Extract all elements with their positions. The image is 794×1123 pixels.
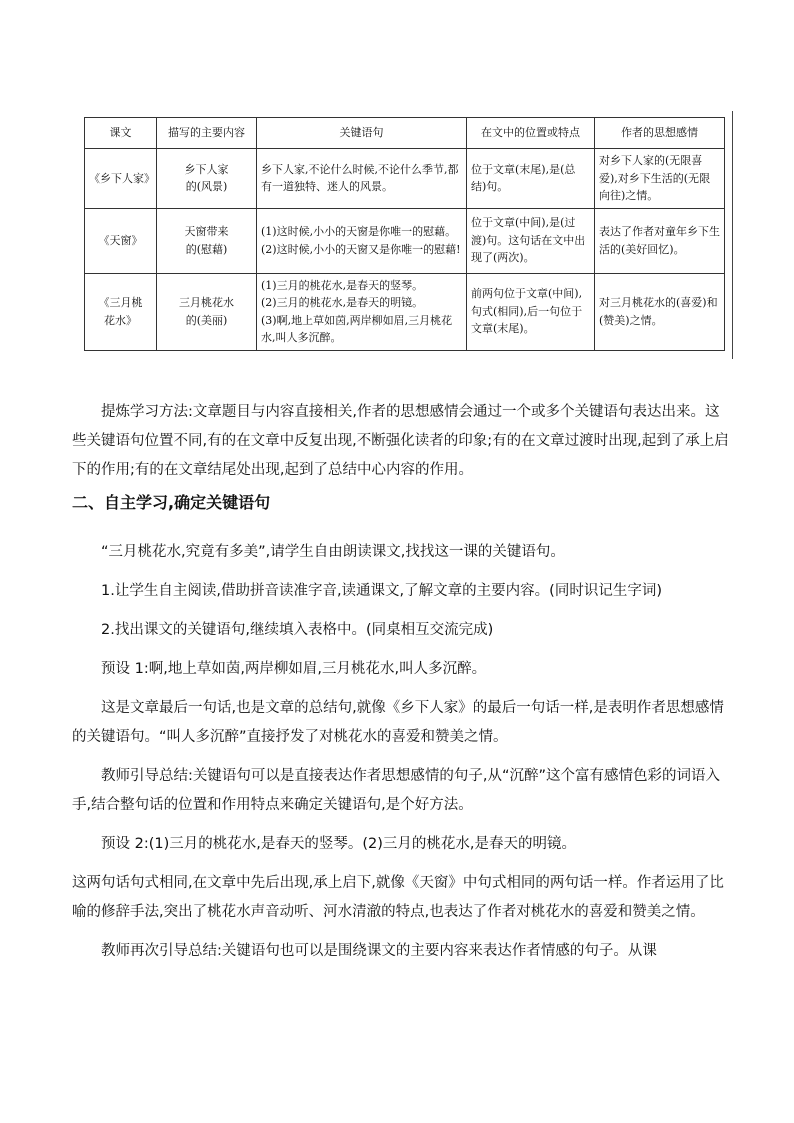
preset-1-paragraph: 预设 1:啊,地上草如茵,两岸柳如眉,三月桃花水,叫人多沉醉。 [101, 661, 487, 677]
table-row [85, 273, 725, 350]
preset-1-explanation: 这是文章最后一句话,也是文章的总结句,就像《乡下人家》的最后一句话一样,是表明作者思想感情的关键语句。“叫人多沉醉”直接抒发了对桃花水的喜爱和赞美之情。 [72, 700, 724, 745]
header-key-sentence: 关键语句 [257, 118, 467, 149]
cell-feeling: 对乡下人家的(无限喜爱),对乡下生活的(无限向往)之情。 [595, 149, 725, 209]
cell-lesson: 《乡下人家》 [85, 149, 157, 209]
teacher-summary-1: 教师引导总结:关键语句可以是直接表达作者思想感情的句子,从“沉醉”这个富有感情色彩的词语入手,结合整句话的位置和作用特点来确定关键语句,是个好方法。 [72, 768, 721, 813]
preset-2-explanation: 这两句话句式相同,在文章中先后出现,承上启下,就像《天窗》中句式相同的两句话一样。作者运用了比喻的修辞手法,突出了桃花水声音动听、河水清澈的特点,也表达了作者对桃花水的喜爱和赞美之情。 [72, 875, 724, 920]
cell-key-sentence: (1)三月的桃花水,是春天的竖琴。 (2)三月的桃花水,是春天的明镜。 (3)啊,地上草如茵,两岸柳如眉,三月桃花水,叫人多沉醉。 [257, 273, 467, 350]
method-summary-paragraph: 提炼学习方法:文章题目与内容直接相关,作者的思想感情会通过一个或多个关键语句表达出来。这些关键语句位置不同,有的在文章中反复出现,不断强化读者的印象;有的在文章过渡时出现,起到了承上启下的作用;有的在文章结尾处出现,起到了总结中心内容的作用。 [72, 404, 729, 478]
cell-position: 位于文章(中间),是(过渡)句。这句话在文中出现了(两次)。 [467, 208, 595, 273]
section-heading-block [72, 488, 732, 517]
table-header-row [85, 118, 725, 149]
cell-lesson: 《天窗》 [85, 208, 157, 273]
cell-position: 位于文章(末尾),是(总结)句。 [467, 149, 595, 209]
intro-paragraph: “三月桃花水,究竟有多美”,请学生自由朗读课文,找找这一课的关键语句。 [101, 544, 565, 560]
teacher-summary-2: 教师再次引导总结:关键语句也可以是围绕课文的主要内容来表达作者情感的句子。从课 [101, 943, 657, 959]
body-paragraph-block [72, 538, 732, 966]
key-sentence-table [84, 117, 725, 351]
cell-content: 天窗带来 的(慰藉) [157, 208, 257, 273]
table-row [85, 208, 725, 273]
header-content: 描写的主要内容 [157, 118, 257, 149]
preset-2-paragraph: 预设 2:(1)三月的桃花水,是春天的竖琴。(2)三月的桃花水,是春天的明镜。 [101, 836, 577, 852]
cell-feeling: 表达了作者对童年乡下生活的(美好回忆)。 [595, 208, 725, 273]
step-1-paragraph: 1.让学生自主阅读,借助拼音读准字音,读通课文,了解文章的主要内容。(同时识记生字词) [101, 583, 662, 599]
table-row [85, 149, 725, 209]
header-position: 在文中的位置或特点 [467, 118, 595, 149]
method-summary-block [72, 398, 732, 485]
cell-content: 三月桃花水 的(美丽) [157, 273, 257, 350]
header-lesson: 课文 [85, 118, 157, 149]
header-feeling: 作者的思想感情 [595, 118, 725, 149]
cell-feeling: 对三月桃花水的(喜爱)和(赞美)之情。 [595, 273, 725, 350]
cell-position: 前两句位于文章(中间),句式(相同),后一句位于文章(末尾)。 [467, 273, 595, 350]
cell-content: 乡下人家 的(风景) [157, 149, 257, 209]
section-heading: 二、自主学习,确定关键语句 [72, 493, 271, 512]
cell-lesson: 《三月桃 花水》 [85, 273, 157, 350]
cell-key-sentence: (1)这时候,小小的天窗是你唯一的慰藉。 (2)这时候,小小的天窗又是你唯一的慰藉! [257, 208, 467, 273]
key-sentence-table-wrapper [84, 117, 724, 351]
cell-key-sentence: 乡下人家,不论什么时候,不论什么季节,都有一道独特、迷人的风景。 [257, 149, 467, 209]
step-2-paragraph: 2.找出课文的关键语句,继续填入表格中。(同桌相互交流完成) [101, 622, 494, 638]
